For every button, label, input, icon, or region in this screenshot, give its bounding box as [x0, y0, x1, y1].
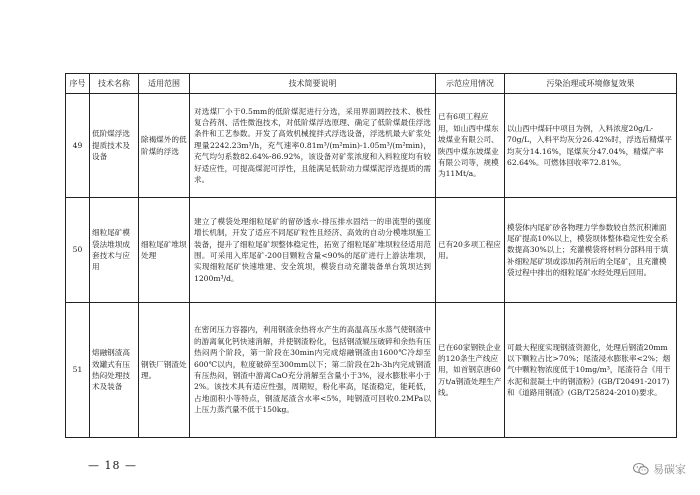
- treatment-effect: 以山西中煤矸中项目为例，入料浓度20g/L-70g/L，入料平均灰分26.42%时，浮选后精煤平均灰分14.16%，尾煤灰分47.04%，精煤产率62.64%。可燃体回收率72.81%。: [505, 94, 677, 198]
- row-number: 51: [66, 303, 90, 438]
- row-number: 49: [66, 94, 90, 198]
- table-row: [66, 198, 677, 303]
- technology-name: 细粒尾矿模袋法堆坝成套技术与应用: [90, 198, 139, 303]
- technology-description: 建立了模袋处理细粒尾矿的留砂透水-排压排水固结一的串流型的强度增长机制，开发了适应不同尾矿粒性且经济、高效的自动分模堆坝施工装备，提升了细粒尾矿坝整体稳定性，拓宽了细粒尾矿堆坝粒径适用范围。可采用入库尾矿-200目颗粒含量<90%的尾矿进行上游法堆坝，实现细粒尾矿快速堆建、安全筑坝，模袋自动充灌装备单台筑坝达到1200m³/d。: [190, 198, 436, 303]
- application-scope: 钢铁厂钢渣处理。: [139, 303, 190, 438]
- header-effect: 污染治理或环境修复效果: [505, 74, 677, 94]
- demo-application: 已有6项工程应用，如山西中煤东坡煤业有限公司、陕西中煤东坡煤业有限公司等，规模为11Mt/a。: [436, 94, 505, 198]
- wechat-icon: [633, 462, 649, 476]
- application-scope: 除褐煤外的低阶煤的浮选: [139, 94, 190, 198]
- treatment-effect: 模袋体内尾矿砂各物理力学参数较自然沉积滩面尾矿提高10%以上，模袋坝体整体稳定性安全系数提高30%以上；充灌模袋将材料分部料用于填补细粒尾矿坝或添加药剂后的全尾矿，且充灌模袋过程中排出的细粒尾矿水经处理后回用。: [505, 198, 677, 303]
- technology-name: 熔融钢渣高效罐式有压热闷处理技术及装备: [90, 303, 139, 438]
- header-cases: 示范应用情况: [436, 74, 505, 94]
- technology-description: 对选煤厂小于0.5mm的低阶煤泥进行分选，采用界面调控技术、极性复合药剂、活性微泡技术，对低阶煤浮选原理、确定了低阶煤最佳浮选条件和工艺参数。开发了高效机械搅拌式浮选设备，浮选机最大矿浆处理量2242.23m³/h，充气速率0.81m³/(m²min)-1.05m³/(m²min)，充气均匀系数82.64%-86.92%，该设备对矿浆浓度和入料粒度均有较好适应性，可提高煤泥可浮性，且能满足低阶动力煤煤泥浮选提质的需求。: [190, 94, 436, 198]
- header-num: 序号: [66, 74, 90, 94]
- demo-application: 已在60家钢铁企业的120条生产线应用，如首钢京唐60万t/a钢渣处理生产线。: [436, 303, 505, 438]
- row-number: 50: [66, 198, 90, 303]
- demo-application: 已有20多项工程应用。: [436, 198, 505, 303]
- header-desc: 技术简要说明: [190, 74, 436, 94]
- table-header-row: [66, 74, 677, 94]
- page-number: — 18 —: [88, 459, 137, 472]
- treatment-effect: 可最大程度实现钢渣资源化，处理后钢渣20mm以下颗粒占比>70%；尾渣浸水膨胀率<2%；烟气中颗粒物浓度低于10mg/m³，尾渣符合《用于水泥和混凝土中的钢渣粉》(GB/T20491-2017)和《道路用钢渣》(GB/T25824-2010)要求。: [505, 303, 677, 438]
- technology-description: 在密闭压力容器内，利用钢渣余热将水产生的高温高压水蒸气使钢渣中的游离氧化钙快速消解，并使钢渣粉化，包括钢渣辊压破碎和余热有压热闷两个阶段，第一阶段在30min内完成熔融钢渣由1600℃冷却至600℃以内，粒度破碎至300mm以下；第二阶段在2h-3h内完成钢渣有压热闷，钢渣中游离CaO充分消解至含量小于3%，浸水膨胀率小于2%。该技术具有适应性强，周期短，粉化率高，尾渣稳定，能耗低，占地面积小等特点，钢渣尾渣含水率<5%，吨钢渣可回收0.2MPa以上压力蒸汽量不低于150kg。: [190, 303, 436, 438]
- header-name: 技术名称: [90, 74, 139, 94]
- watermark-text: 易碳家: [653, 463, 686, 476]
- table-row: [66, 303, 677, 438]
- watermark: [633, 461, 686, 477]
- technology-table: [65, 73, 677, 438]
- technology-name: 低阶煤浮选提质技术及设备: [90, 94, 139, 198]
- header-scope: 适用范围: [139, 74, 190, 94]
- application-scope: 细粒尾矿堆坝处理: [139, 198, 190, 303]
- table-row: [66, 94, 677, 198]
